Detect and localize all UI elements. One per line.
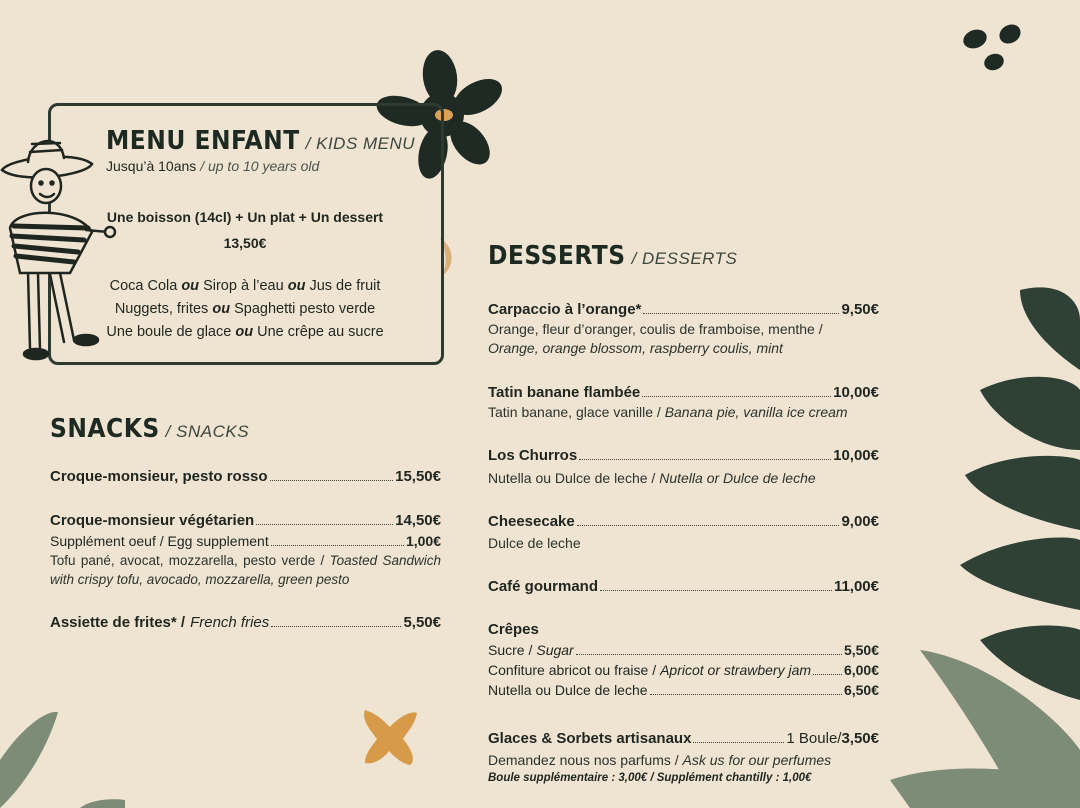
crepe-option-price: 6,00€: [843, 662, 879, 678]
kids-dessert-2: Une crêpe au sucre: [257, 324, 384, 340]
kids-main-2: Spaghetti pesto verde: [234, 301, 376, 317]
kids-drink-or-1: ou: [181, 278, 200, 294]
dessert-item-churros: [488, 446, 879, 488]
kids-menu-title: MENU ENFANT: [106, 126, 300, 156]
dessert-desc-en: Orange, orange blossom, raspberry coulis, mint: [488, 340, 783, 356]
snack-price: 15,50€: [395, 468, 441, 485]
crepe-option-fr: Confiture abricot ou fraise /: [488, 662, 657, 678]
dessert-price: 10,00€: [833, 384, 879, 401]
kids-dessert-1: Une boule de glace: [106, 324, 232, 340]
kids-drink-1: Coca Cola: [109, 278, 178, 294]
kids-main-or: ou: [212, 301, 231, 317]
kids-menu-title-en: / KIDS MENU: [305, 134, 416, 153]
dessert-name: Glaces & Sorbets artisanaux: [488, 730, 692, 747]
snacks-heading: [50, 414, 249, 444]
dessert-name: Los Churros: [488, 447, 578, 464]
dessert-price: 9,00€: [841, 513, 879, 530]
crepe-option-price: 5,50€: [843, 642, 879, 658]
kids-mains-line: [90, 298, 400, 321]
kids-drink-3: Jus de fruit: [309, 278, 381, 294]
crepe-option-fr: Sucre /: [488, 642, 533, 658]
dessert-desc: Dulce de leche: [488, 535, 581, 551]
dessert-note: Boule supplémentaire : 3,00€ / Supplément chantilly : 1,00€: [488, 772, 812, 784]
dessert-desc-en: Ask us for our perfumes: [682, 752, 832, 768]
snack-name-en: French fries: [190, 614, 270, 631]
seeds-illustration: [955, 20, 1025, 75]
dessert-price: 10,00€: [833, 447, 879, 464]
dessert-desc-fr: Nutella ou Dulce de leche /: [488, 470, 656, 486]
snack-desc-en: Toasted Sandwich with crispy tofu, avocado, mozzarella, green pesto: [50, 553, 441, 587]
snack-name: Croque-monsieur, pesto rosso: [50, 468, 268, 485]
kids-age-line: [106, 158, 319, 174]
dessert-name: Cheesecake: [488, 513, 575, 530]
snack-name: Assiette de frites* /: [50, 614, 186, 631]
kids-formula-text: Une boisson (14cl) + Un plat + Un dessert: [106, 209, 384, 225]
kids-main-1: Nuggets, frites: [114, 301, 209, 317]
snack-item-croque: [50, 467, 441, 487]
snack-extra-label: Supplément oeuf / Egg supplement: [50, 533, 269, 549]
kids-drink-or-2: ou: [287, 278, 306, 294]
kids-age-en: / up to 10 years old: [200, 158, 320, 174]
crepe-option-price: 6,50€: [843, 682, 879, 698]
snack-name: Croque-monsieur végétarien: [50, 512, 255, 529]
dessert-name: Crêpes: [488, 621, 539, 638]
dessert-desc-fr: Orange, fleur d’oranger, coulis de framboise, menthe /: [488, 321, 823, 337]
kids-choices: [90, 275, 400, 344]
kids-formula: [90, 204, 400, 256]
dessert-price: 11,00€: [833, 578, 879, 595]
dessert-item-crepes: [488, 620, 879, 700]
kids-drink-2: Sirop à l’eau: [203, 278, 284, 294]
kids-age-fr: Jusqu’à 10ans: [106, 158, 197, 174]
kids-menu-heading: [106, 126, 415, 156]
dessert-name: Carpaccio à l’orange*: [488, 301, 642, 318]
dessert-item-tatin: [488, 383, 879, 422]
snack-desc-fr: Tofu pané, avocat, mozzarella, pesto verde /: [50, 553, 325, 568]
desserts-heading: [488, 241, 737, 271]
kids-drinks-line: [90, 275, 400, 298]
snack-item-croque-vege: [50, 511, 441, 589]
leaf-bottom-left: [0, 700, 130, 808]
snack-item-fries: [50, 613, 441, 633]
dessert-item-carpaccio: [488, 300, 879, 358]
dessert-price: 3,50€: [841, 730, 879, 747]
desserts-title: DESSERTS: [488, 241, 626, 271]
dessert-desc-en: Banana pie, vanilla ice cream: [664, 404, 848, 420]
crepe-option-fr: Nutella ou Dulce de leche: [488, 682, 648, 698]
kids-formula-price: 13,50€: [223, 235, 267, 251]
snack-price: 5,50€: [403, 614, 441, 631]
dessert-name: Café gourmand: [488, 578, 599, 595]
snack-price: 14,50€: [395, 512, 441, 529]
leaf-plant-illustration: [870, 280, 1080, 808]
dessert-desc-en: Nutella or Dulce de leche: [659, 470, 816, 486]
snacks-title: SNACKS: [50, 414, 160, 444]
dessert-item-cafe: [488, 577, 879, 597]
crepe-option-en: Sugar: [536, 642, 574, 658]
dessert-unit: 1 Boule/: [786, 730, 842, 747]
desserts-title-en: / DESSERTS: [631, 249, 738, 268]
crepe-option-en: Apricot or strawbery jam: [660, 662, 812, 678]
dessert-item-glaces: [488, 729, 879, 786]
dessert-price: 9,50€: [841, 301, 879, 318]
dessert-item-cheesecake: [488, 512, 879, 553]
kids-dessert-or: ou: [235, 324, 254, 340]
dessert-desc-fr: Demandez nous nos parfums /: [488, 752, 679, 768]
dessert-desc-fr: Tatin banane, glace vanille /: [488, 404, 661, 420]
snack-extra-price: 1,00€: [405, 533, 441, 549]
kids-desserts-line: [90, 321, 400, 344]
snacks-title-en: / SNACKS: [165, 422, 250, 441]
dessert-name: Tatin banane flambée: [488, 384, 641, 401]
ochre-flower-illustration: [355, 705, 425, 770]
